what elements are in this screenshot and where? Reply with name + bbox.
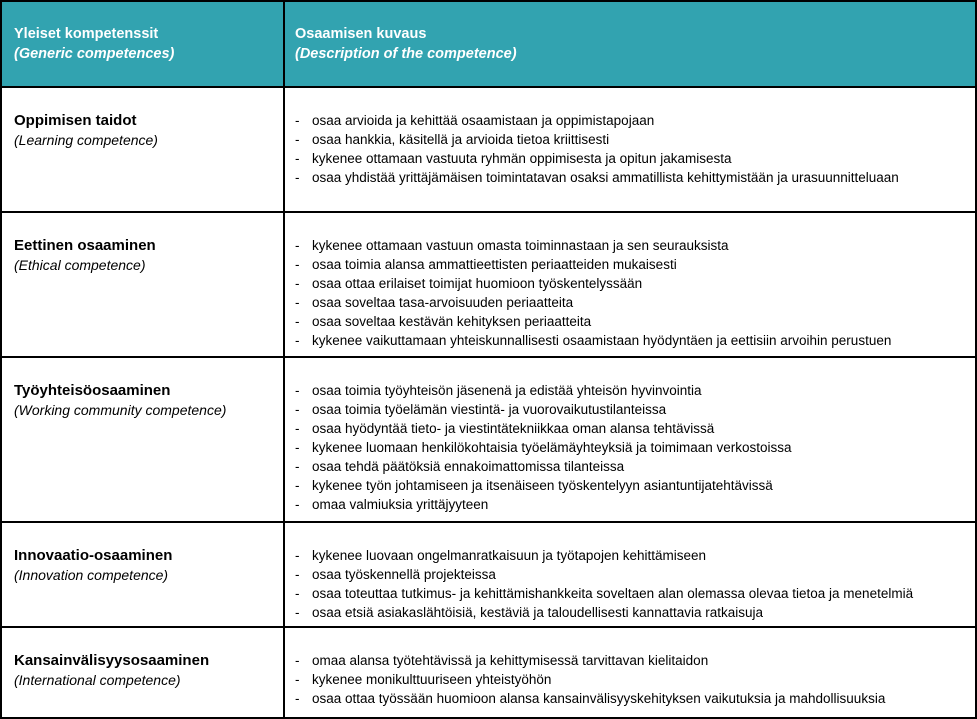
list-item — [285, 457, 967, 476]
list-item — [285, 651, 967, 670]
bullet-dash: - — [295, 497, 300, 512]
list-item — [285, 149, 967, 168]
list-item — [285, 331, 967, 350]
list-item — [285, 584, 967, 603]
table-row-innovation-competence — [2, 523, 975, 628]
list-item-text: kykenee ottamaan vastuuta ryhmän oppimisesta ja opitun jakamisesta — [312, 151, 732, 166]
competence-title-english: (Ethical competence) — [14, 257, 146, 273]
competence-description-cell — [285, 88, 975, 211]
table-row-international-competence — [2, 628, 975, 717]
bullet-dash: - — [295, 586, 300, 601]
list-item-text: osaa toimia alansa ammattieettisten periaatteiden mukaisesti — [312, 257, 677, 272]
list-item — [285, 565, 967, 584]
list-item — [285, 400, 967, 419]
table-row-working-community-competence — [2, 358, 975, 523]
header-cell-generic-competences — [2, 2, 285, 86]
list-item-text: kykenee luomaan henkilökohtaisia työelämäyhteyksiä ja toimimaan verkostoissa — [312, 440, 792, 455]
competence-title: Kansainvälisyysosaaminen — [14, 652, 210, 669]
list-item-text: osaa tehdä päätöksiä ennakoimattomissa tilanteissa — [312, 459, 625, 474]
bullet-dash: - — [295, 440, 300, 455]
list-item-text: kykenee luovaan ongelmanratkaisuun ja työtapojen kehittämiseen — [312, 548, 707, 563]
bullet-dash: - — [295, 605, 300, 620]
list-item-text: osaa työskennellä projekteissa — [312, 567, 496, 582]
list-item-text: osaa ottaa työssään huomioon alansa kansainvälisyyskehityksen vaikutuksia ja mahdollisuuksia — [312, 691, 886, 706]
bullet-dash: - — [295, 132, 300, 147]
list-item-text: osaa etsiä asiakaslähtöisiä, kestäviä ja taloudellisesti kannattavia ratkaisuja — [312, 605, 764, 620]
list-item — [285, 419, 967, 438]
table-row-ethical-competence — [2, 213, 975, 358]
list-item — [285, 111, 967, 130]
list-item — [285, 274, 967, 293]
list-item-text: osaa toimia työelämän viestintä- ja vuorovaikutustilanteissa — [312, 402, 667, 417]
bullet-dash: - — [295, 113, 300, 128]
bullet-dash: - — [295, 151, 300, 166]
list-item-text: osaa toimia työyhteisön jäsenenä ja edistää yhteisön hyvinvointia — [312, 383, 702, 398]
bullet-dash: - — [295, 257, 300, 272]
list-item-text: kykenee vaikuttamaan yhteiskunnallisesti osaamistaan hyödyntäen ja eettisiin arvoihin perustuen — [312, 333, 892, 348]
list-item — [285, 381, 967, 400]
list-item — [285, 293, 967, 312]
bullet-dash: - — [295, 691, 300, 706]
competence-title: Työyhteisöosaaminen — [14, 382, 171, 399]
list-item-text: osaa soveltaa kestävän kehityksen periaatteita — [312, 314, 592, 329]
list-item — [285, 476, 967, 495]
list-item-text: osaa soveltaa tasa-arvoisuuden periaatteita — [312, 295, 574, 310]
bullet-dash: - — [295, 459, 300, 474]
list-item — [285, 236, 967, 255]
bullet-dash: - — [295, 170, 300, 185]
bullet-dash: - — [295, 672, 300, 687]
list-item — [285, 438, 967, 457]
header-col1-title: Yleiset kompetenssit — [14, 26, 159, 42]
list-item-text: omaa alansa työtehtävissä ja kehittymisessä tarvittavan kielitaidon — [312, 653, 709, 668]
list-item — [285, 495, 967, 514]
list-item-text: osaa hankkia, käsitellä ja arvioida tietoa kriittisesti — [312, 132, 610, 147]
competence-description-cell — [285, 358, 975, 521]
bullet-dash: - — [295, 383, 300, 398]
competence-title-english: (International competence) — [14, 672, 181, 688]
list-item — [285, 689, 967, 708]
list-item — [285, 130, 967, 149]
competence-name-cell — [2, 213, 285, 356]
bullet-dash: - — [295, 402, 300, 417]
competence-description-cell — [285, 213, 975, 356]
bullet-dash: - — [295, 567, 300, 582]
list-item — [285, 546, 967, 565]
header-col2-subtitle: (Description of the competence) — [295, 46, 517, 62]
competence-name-cell — [2, 628, 285, 717]
bullet-dash: - — [295, 478, 300, 493]
bullet-dash: - — [295, 295, 300, 310]
competence-title: Eettinen osaaminen — [14, 237, 156, 254]
competence-title: Oppimisen taidot — [14, 112, 137, 129]
list-item — [285, 168, 967, 187]
bullet-dash: - — [295, 314, 300, 329]
list-item — [285, 670, 967, 689]
header-cell-competence-description — [285, 2, 975, 86]
competence-title: Innovaatio-osaaminen — [14, 547, 173, 564]
bullet-dash: - — [295, 333, 300, 348]
competence-description-cell — [285, 628, 975, 717]
competence-title-english: (Learning competence) — [14, 132, 158, 148]
table-row-learning-competence — [2, 88, 975, 213]
list-item-text: osaa ottaa erilaiset toimijat huomioon työskentelyssään — [312, 276, 643, 291]
header-col2-title: Osaamisen kuvaus — [295, 26, 427, 42]
list-item-text: kykenee ottamaan vastuun omasta toiminnastaan ja sen seurauksista — [312, 238, 729, 253]
competence-name-cell — [2, 88, 285, 211]
bullet-dash: - — [295, 548, 300, 563]
header-col1-subtitle: (Generic competences) — [14, 46, 175, 62]
bullet-dash: - — [295, 653, 300, 668]
list-item-text: osaa arvioida ja kehittää osaamistaan ja oppimistapojaan — [312, 113, 655, 128]
competence-name-cell — [2, 523, 285, 626]
list-item — [285, 603, 967, 622]
competence-title-english: (Innovation competence) — [14, 567, 169, 583]
bullet-dash: - — [295, 421, 300, 436]
list-item-text: osaa yhdistää yrittäjämäisen toimintatavan osaksi ammatillista kehittymistään ja urasuunnitteluaan — [312, 170, 899, 185]
competence-description-cell — [285, 523, 975, 626]
list-item-text: kykenee työn johtamiseen ja itsenäiseen työskentelyyn asiantuntijatehtävissä — [312, 478, 773, 493]
competence-name-cell — [2, 358, 285, 521]
bullet-dash: - — [295, 276, 300, 291]
list-item-text: kykenee monikulttuuriseen yhteistyöhön — [312, 672, 552, 687]
list-item — [285, 255, 967, 274]
list-item-text: osaa toteuttaa tutkimus- ja kehittämishankkeita soveltaen alan olemassa olevaa tietoa ja menetelmiä — [312, 586, 914, 601]
table-header-row — [2, 2, 975, 88]
bullet-dash: - — [295, 238, 300, 253]
list-item — [285, 312, 967, 331]
list-item-text: osaa hyödyntää tieto- ja viestintätekniikkaa oman alansa tehtävissä — [312, 421, 715, 436]
competence-title-english: (Working community competence) — [14, 402, 227, 418]
list-item-text: omaa valmiuksia yrittäjyyteen — [312, 497, 489, 512]
